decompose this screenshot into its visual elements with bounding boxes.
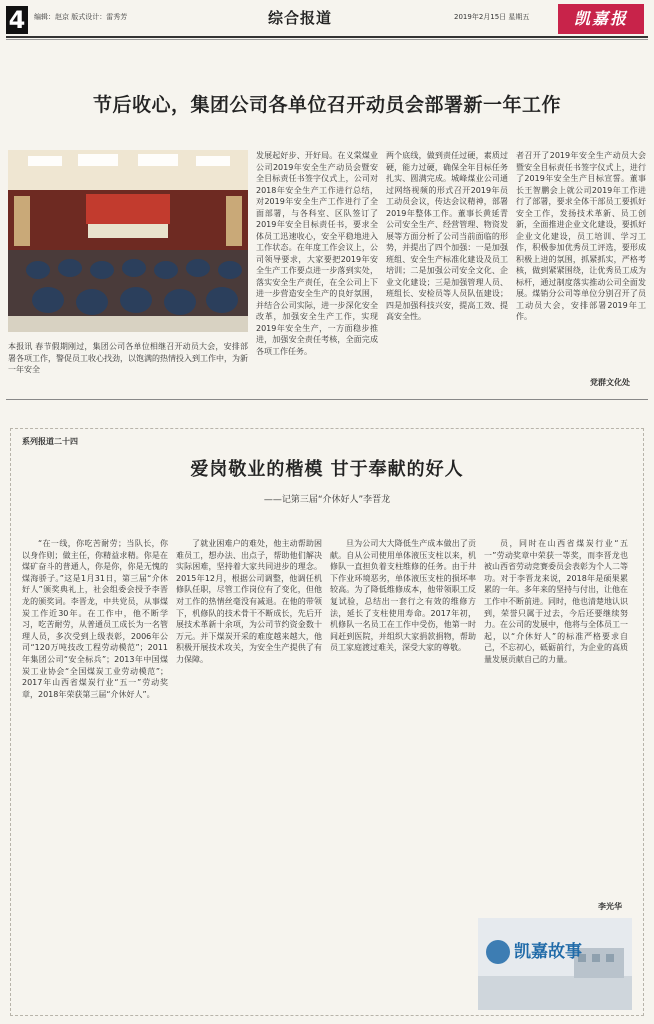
badge-title: 凯嘉故事 <box>514 942 582 962</box>
meeting-photo <box>8 150 248 332</box>
section-title: 综合报道 <box>268 9 333 27</box>
story-badge <box>478 918 632 1010</box>
meeting-photo-illustration <box>8 150 248 332</box>
page-number: 4 <box>6 6 28 34</box>
header-rule <box>6 36 648 38</box>
article1-column: 者召开了2019年安全生产动员大会暨安全目标责任书签字仪式上，进行了2019年安全生产目标宣誓。董事长王智鹏会上就公司2019年工作进行了部署，要求全体干部员工要抓好安全工作，发扬技术革新、员工创新，全面推进企业文化建设，要抓好企业文化建设，员工培训、学习工作，积极参加优秀员工评选，要形成积极上进的氛围，抓紧抓实，严格考核，做到紧紧围绕，让优秀员工成为标杆，通过制度落实推动公司全面发展。煤销分公司等单位分别召开了员工动员大会，安排部署2019年工作。 <box>516 151 646 321</box>
article2-headline: 爱岗敬业的楷模 甘于奉献的好人 <box>190 459 464 480</box>
series-label: 系列报道二十四 <box>22 437 78 446</box>
building-icon <box>478 918 632 1010</box>
article2-signature: 李光华 <box>598 902 622 911</box>
article2-column: 员，同时在山西省煤炭行业“五一”劳动奖章中荣获一等奖，而李晋龙也被山西省劳动竞赛委员会表彰为个人二等功。对于李晋龙来说，2018年是硕果累累的一年。多年来的坚持与付出，让他在工作中不断前进。同时，他也清楚地认识到，荣誉只属于过去，今后还要继续努力。在公司的发展中，他将与全体员工一起，以“介休好人”的标准严格要求自己，不忘初心，砥砺前行，为企业的高质量发展贡献自己的力量。 <box>484 539 628 664</box>
article1-column: 发展起好步、开好局。在义棠煤业公司2019年安全生产动员会暨安全目标责任书签字仪式上，公司对2018年安全生产工作进行总结，对2019年安全生产工作进行了全面部署，与各科室、区队签订了2019年安全目标责任书，要求全体员工迅速收心，安全平稳地进入工作状态。在年度工作会议上，公司领导要求，大家要把2019年安全生产工作要点进一步落到实处，落实安全生产责任，在全公司上下进一步营造安全生产的良好氛围，并结合公司实际，进一步深化安全改革，加强安全生产工作，实现2019年安全生产，一方面稳步推进，加强安全责任考核，全面完成各项工作任务。 <box>256 151 378 356</box>
photo-caption: 本报讯 春节假期刚过，集团公司各单位相继召开动员大会，安排部署各项工作，警促员工收心找劲，以饱满的热情投入到工作中，为新一年安全 <box>8 342 248 374</box>
article1-headline: 节后收心，集团公司各单位召开动员会部署新一年工作 <box>92 94 561 116</box>
masthead-logo: 凯嘉报 <box>558 4 644 34</box>
page-header <box>6 6 648 36</box>
header-rule-thin <box>6 39 648 40</box>
section-divider <box>6 399 648 400</box>
date-line: 2019年2月15日 星期五 <box>454 13 530 21</box>
article1-signature: 党群文化处 <box>590 378 630 387</box>
editor-line: 编辑：赵京 版式设计：雷秀芳 <box>34 13 128 21</box>
article2-column: 旦为公司大大降低生产成本做出了贡献。自从公司使用单体液压支柱以来，机修队一直担负着支柱维修的任务。由于井下作业环境恶劣，单体液压支柱的损坏率较高。为了降低维修成本，他带领职工反复试验，总结出一套行之有效的维修方法，延长了支柱使用寿命。2017年初，机修队一名员工在工作中受伤，他第一时间赶到医院，并组织大家捐款捐物，帮助员工家庭渡过难关，深受大家的尊敬。 <box>330 539 476 653</box>
article2-column: 了就业困难户的难处，他主动帮助困难员工，想办法、出点子，帮助他们解决实际困难，坚持着大家共同进步的理念。2015年12月，根据公司调整，他调任机修队任职，尽管工作岗位有了变化，但他对工作的热情丝毫没有减退。在他的带领下，机修队的技术骨干不断成长，先后开展技术革新十余项，为公司节约资金数十万元。并下煤炭开采的难度越来越大，他积极开展技术攻关，为安全生产提供了有力保障。 <box>176 539 322 664</box>
article2-column: “在一线，你吃苦耐劳；当队长，你以身作则；做主任，你精益求精。你是在煤矿奋斗的普通人，你是你，你是无愧的煤海骄子。”这是1月31日，第三届“介休好人”颁奖典礼上，社会组委会授予李晋龙的颁奖词。李晋龙，中共党员，从事煤炭工作近30年。在工作中，他不断学习，吃苦耐劳，从普通员工成长为一名管理人员，多次受到上级表彰，2006年公司“120万吨技改工程劳动模范”；2011年集团公司“安全标兵”；2013年中国煤炭工业协会“全国煤炭工业劳动模范”；2017年山西省煤炭行业“五一”劳动奖章，2018年荣获第三届“介休好人”。 <box>22 539 168 699</box>
article2-subheadline: ——记第三届“介休好人”李晋龙 <box>263 495 391 505</box>
article1-column: 两个底线，做到责任过硬，素质过硬，能力过硬，确保全年目标任务扎实、圆满完成。城峰煤业公司通过网络视频的形式召开2019年员工动员会议，传达会议精神，部署2019年整体工作。董事长黄延青公司安全生产、经营管理、物资发展等方面分析了公司当前面临的形势，并提出了四个加强：一是加强班组、安全生产标准化建设及员工培训；二是加强公司安全文化、企业文化建设；三是加强管理人员、班组长、安检员等人员队伍建设；四是加强科技兴安，提高工效、提高安全性。 <box>386 151 508 321</box>
